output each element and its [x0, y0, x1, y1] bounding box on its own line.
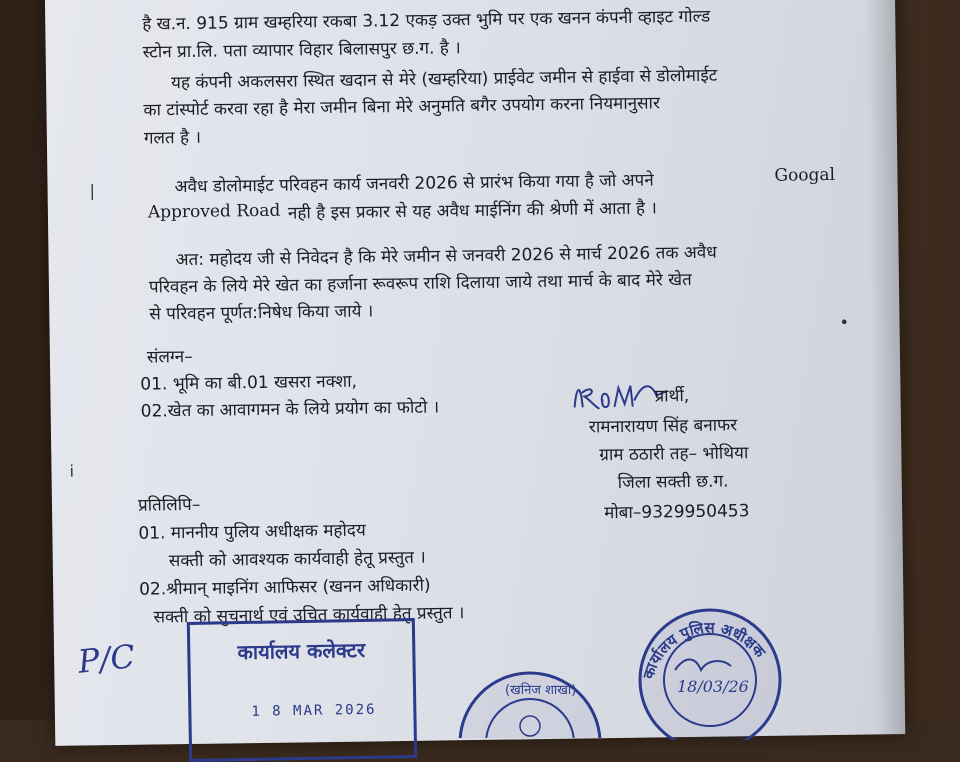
collector-stamp-date: 1 8 MAR 2026: [251, 701, 377, 720]
mining-seal-text: (खनिज शाखा): [505, 683, 577, 698]
margin-dot: •: [839, 312, 850, 332]
body-line-5: गलत है ।: [143, 127, 202, 149]
copies-item-1b: सक्ती को आवश्यक कार्यवाही हेतू प्रस्तुत ।: [168, 547, 426, 572]
collector-stamp-title: कार्यालय कलेक्टर: [237, 637, 366, 665]
applicant-mobile: मोबा–9329950453: [604, 501, 750, 524]
margin-mark-2: i: [69, 461, 75, 481]
body-approved-road: Approved Road: [147, 200, 281, 223]
copies-heading: प्रतिलिपि–: [137, 494, 201, 516]
enclosure-heading: संलग्न–: [146, 346, 193, 368]
copies-item-2b: सक्ती को सुचनार्थ एवं उचित कार्यवाही हेतू प्रस्तुत ।: [153, 603, 465, 628]
body-line-10: से परिवहन पूर्णत:निषेध किया जाये ।: [149, 301, 374, 325]
body-line-8: अत: महोदय जी से निवेदन है कि मेरे जमीन से जनवरी 2026 से मार्च 2026 तक अवैध: [175, 242, 717, 271]
police-seal-date: 18/03/26: [677, 677, 749, 696]
applicant-village: ग्राम ठठारी तह– भोथिया: [599, 443, 749, 466]
applicant-label: प्रार्थी,: [654, 386, 690, 407]
body-line-3: यह कंपनी अकलसरा स्थित खदान से मेरे (खम्हरिया) प्राईवेट जमीन से हाईवा से डोलोमाईट: [170, 65, 718, 94]
body-line-9: परिवहन के लिये मेरे खेत का हर्जाना रूवरूप राशि दिलाया जाये तथा मार्च के बाद मेरे खेत: [148, 269, 692, 298]
enclosure-item-1: 01. भूमि का बी.01 खसरा नक्शा,: [140, 371, 358, 395]
body-line-6: अवैध डोलोमाईट परिवहन कार्य जनवरी 2026 से प्रारंभ किया गया है जो अपने: [174, 170, 654, 198]
police-seal-text: कार्यालय पुलिस अधीक्षक: [639, 618, 770, 682]
collector-stamp: [187, 618, 417, 762]
enclosure-item-2: 02.खेत का आवागमन के लिये प्रयोग का फोटो ।: [140, 397, 440, 422]
body-word-googal: Googal: [774, 164, 836, 186]
body-line-2: स्टोन प्रा.लि. पता व्यापार विहार बिलासपुर छ.ग. है ।: [142, 38, 461, 63]
body-line-7: नही है इस प्रकार से यह अवैध माईनिंग की श्रेणी में आता है ।: [287, 198, 658, 224]
mining-seal-icon: [455, 668, 605, 738]
copies-item-1: 01. माननीय पुलिय अधीक्षक महोदय: [138, 520, 366, 544]
body-line-4: का टांस्पोर्ट करवा रहा है मेरा जमीन बिना मेरे अनुमति बगैर उपयोग करना नियमानुसार: [143, 93, 661, 121]
handwritten-pc: P/C: [76, 637, 137, 681]
applicant-name: रामनारायण सिंह बनाफर: [588, 415, 738, 438]
police-seal-icon: [635, 600, 785, 740]
margin-mark: |: [89, 181, 96, 201]
applicant-district: जिला सक्ती छ.ग.: [617, 471, 729, 494]
body-line-1: है ख.न. 915 ग्राम खम्हरिया रकबा 3.12 एकड़ उक्त भुमि पर एक खनन कंपनी व्हाइट गोल्ड: [142, 6, 711, 35]
copies-item-2: 02.श्रीमान् माइनिंग आफिसर (खनन अधिकारी): [139, 575, 431, 600]
